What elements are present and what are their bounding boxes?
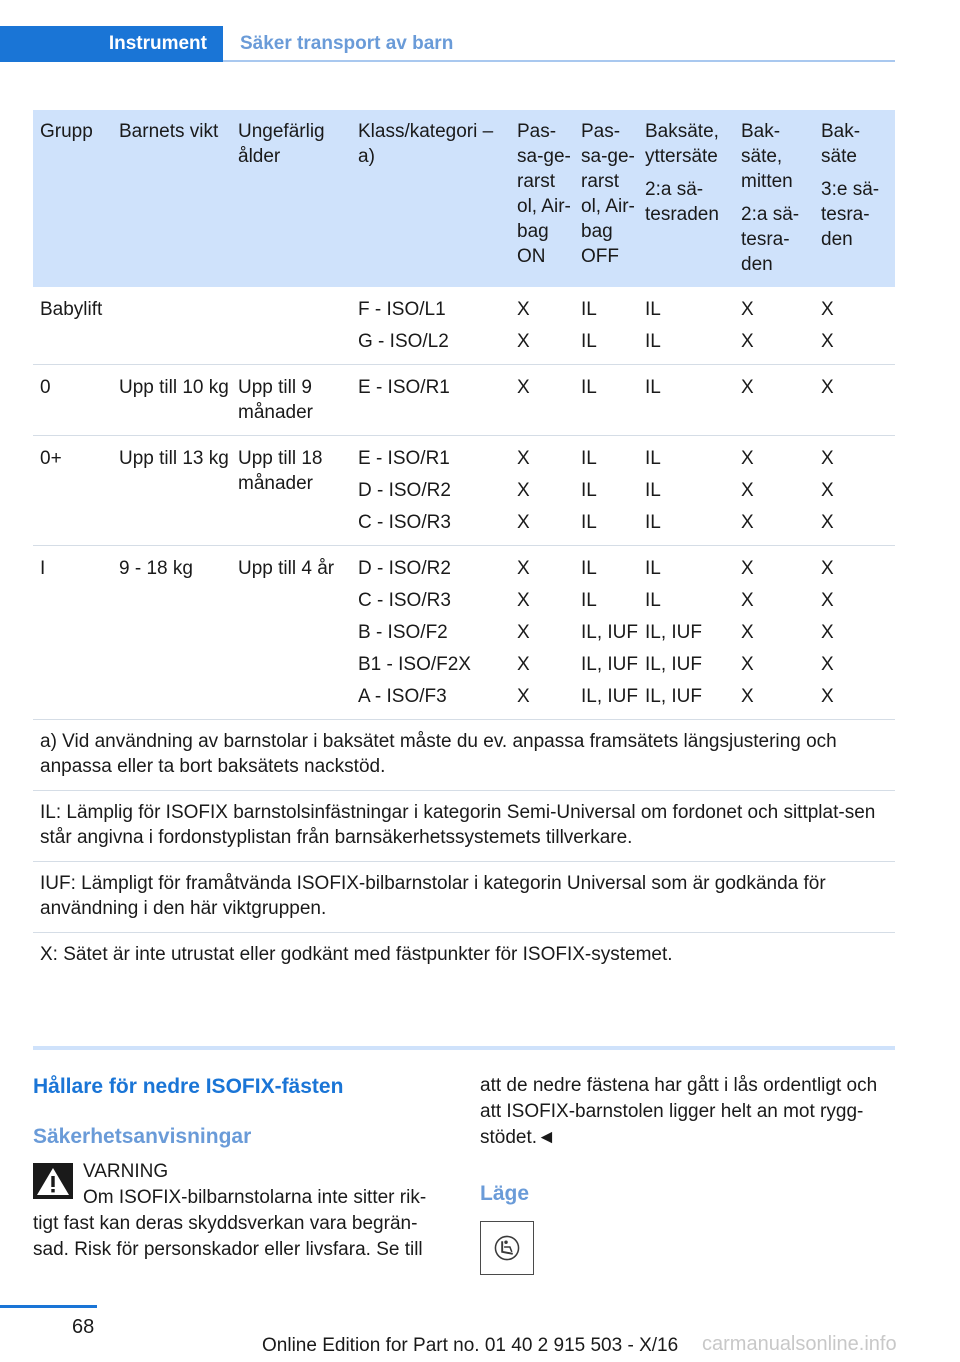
cell-airbag-off [574,365,638,436]
cell-tredje-line: X [821,622,834,643]
cell-grupp: Babylift [33,287,112,365]
cell-airbag-off [574,287,638,365]
cell-klass [351,287,510,365]
table-row [33,287,895,365]
header-alder: Ungefärlig ålder [238,121,325,167]
cell-mitten-line: X [741,686,754,707]
cell-airbag-off-line: IL [581,377,597,398]
watermark: carmanualsonline.info [702,1333,897,1355]
cell-airbag-on [510,365,574,436]
cell-alder [231,287,351,365]
cell-klass-line: D - ISO/R2 [358,558,451,579]
cell-vikt: Upp till 13 kg [112,436,231,546]
cell-airbag-on-line: X [517,654,530,675]
warning-block [33,1159,448,1263]
cell-tredje [814,436,895,546]
cell-airbag-on-line: X [517,331,530,352]
cell-vikt: Upp till 10 kg [112,365,231,436]
cell-klass-line: E - ISO/R1 [358,448,450,469]
cell-mitten-line: X [741,480,754,501]
cell-mitten [734,546,814,720]
tab-saker-transport[interactable]: Säker transport av barn [240,33,454,54]
cell-mitten-line: X [741,654,754,675]
cell-ytter [638,287,734,365]
cell-alder: Upp till 4 år [231,546,351,720]
cell-mitten-line: X [741,512,754,533]
cell-airbag-on-line: X [517,299,530,320]
table-end-rule [33,1046,895,1050]
cell-klass-line: B1 - ISO/F2X [358,654,471,675]
cell-airbag-off-line: IL [581,480,597,501]
header-mitten-title: Bak-säte, mitten [741,121,793,192]
note-row [33,720,895,791]
cell-klass [351,546,510,720]
note-row [33,862,895,933]
cell-klass-line: G - ISO/L2 [358,331,449,352]
isofix-table [33,110,895,978]
cell-ytter-line: IL, IUF [645,622,703,643]
cell-ytter-line: IL [645,480,661,501]
cell-ytter-line: IL, IUF [645,654,703,675]
header-ytter-sub: 2:a sä-tesraden [645,179,719,225]
cell-klass [351,365,510,436]
isofix-position-icon [480,1221,534,1275]
continued-text: att de nedre fästena har gått i lås ordentligt och att ISOFIX-barnstolen ligger helt an mot rygg-stödet.◄ [480,1075,878,1148]
cell-alder: Upp till 9 månader [231,365,351,436]
cell-tredje-line: X [821,377,834,398]
note-iuf: IUF: Lämpligt för framåtvända ISOFIX-bilbarnstolar i kategorin Universal som är godkända för användning i den här viktgruppen. [33,862,895,933]
cell-airbag-on-line: X [517,448,530,469]
cell-tredje-line: X [821,480,834,501]
cell-vikt [112,287,231,365]
cell-tredje-line: X [821,331,834,352]
warning-title: VARNING [83,1161,169,1182]
note-a: a) Vid användning av barnstolar i baksätet måste du ev. anpassa framsätets längsjustering och anpassa eller ta bort baksätets nackstöd. [33,720,895,791]
cell-ytter-line: IL, IUF [645,686,703,707]
cell-airbag-on-line: X [517,590,530,611]
cell-mitten-line: X [741,622,754,643]
header-airbag-off: Pas-sa-ge-rarst ol, Air-bag OFF [581,121,635,267]
cell-ytter-line: IL [645,590,661,611]
note-row [33,791,895,862]
cell-airbag-on [510,436,574,546]
right-column [480,1073,898,1275]
cell-airbag-off-line: IL, IUF [581,686,639,707]
cell-airbag-on-line: X [517,377,530,398]
cell-alder: Upp till 18 månader [231,436,351,546]
cell-klass-line: F - ISO/L1 [358,299,446,320]
note-x: X: Sätet är inte utrustat eller godkänt med fästpunkter för ISOFIX-systemet. [40,944,673,965]
cell-tredje [814,546,895,720]
cell-klass-line: C - ISO/R3 [358,512,451,533]
header-divider [223,60,895,62]
table-header-row [33,110,895,287]
tab-instrument[interactable]: Instrument [0,26,223,62]
cell-klass-line: B - ISO/F2 [358,622,448,643]
header-grupp: Grupp [40,121,93,142]
header-vikt: Barnets vikt [119,121,219,142]
warning-text: Om ISOFIX-bilbarnstolarna inte sitter rik-tigt fast kan deras skyddsverkan vara begrän-sad. Risk för personskador eller livsfara. Se till [33,1187,427,1260]
cell-tredje-line: X [821,512,834,533]
cell-tredje-line: X [821,299,834,320]
footer-rule [0,1305,97,1308]
cell-airbag-on [510,546,574,720]
note-row [33,933,895,979]
cell-airbag-off-line: IL [581,299,597,320]
table-row [33,546,895,720]
cell-mitten-line: X [741,448,754,469]
table-body [33,287,895,978]
cell-airbag-on [510,287,574,365]
cell-ytter [638,436,734,546]
cell-ytter-line: IL [645,299,661,320]
header-airbag-on: Pas-sa-ge-rarst ol, Air-bag ON [517,121,571,267]
table-row [33,365,895,436]
header-ytter [638,110,734,287]
cell-airbag-on-line: X [517,686,530,707]
header-mitten-sub: 2:a sä-tesra-den [741,204,800,275]
cell-grupp: 0+ [33,436,112,546]
cell-tredje-line: X [821,654,834,675]
cell-mitten-line: X [741,299,754,320]
note-il: IL: Lämplig för ISOFIX barnstolsinfästningar i kategorin Semi-Universal om fordonet och sittplat-sen står angivna i fordonstyplistan från barnsäkerhetssystemets tillverkare. [33,791,895,862]
cell-ytter [638,365,734,436]
header-mitten [734,110,814,287]
cell-tredje-line: X [821,686,834,707]
cell-mitten [734,436,814,546]
header-klass: Klass/kategori – a) [358,121,494,167]
cell-airbag-on-line: X [517,512,530,533]
cell-airbag-off-line: IL [581,558,597,579]
header-ytter-title: Baksäte, yttersäte [645,121,719,167]
cell-airbag-on-line: X [517,558,530,579]
lage-heading: Läge [480,1182,530,1205]
cell-airbag-off-line: IL [581,512,597,533]
cell-tredje-line: X [821,590,834,611]
cell-tredje-line: X [821,448,834,469]
cell-ytter-line: IL [645,377,661,398]
cell-mitten-line: X [741,590,754,611]
cell-klass [351,436,510,546]
cell-airbag-off-line: IL [581,331,597,352]
cell-mitten [734,365,814,436]
cell-mitten-line: X [741,558,754,579]
page-number: 68 [72,1316,95,1338]
cell-ytter-line: IL [645,448,661,469]
cell-airbag-off [574,546,638,720]
footer-edition: Online Edition for Part no. 01 40 2 915 503 - X/16 [262,1335,679,1356]
cell-tredje [814,365,895,436]
header-tredje-title: Bak-säte [821,121,861,167]
cell-grupp: 0 [33,365,112,436]
cell-airbag-off-line: IL [581,590,597,611]
cell-klass-line: D - ISO/R2 [358,480,451,501]
cell-ytter-line: IL [645,512,661,533]
cell-klass-line: E - ISO/R1 [358,377,450,398]
cell-grupp: I [33,546,112,720]
cell-ytter [638,546,734,720]
left-column [33,1073,448,1263]
cell-airbag-on-line: X [517,480,530,501]
cell-airbag-off-line: IL [581,448,597,469]
cell-airbag-on-line: X [517,622,530,643]
cell-klass-line: C - ISO/R3 [358,590,451,611]
cell-mitten [734,287,814,365]
safety-subheading: Säkerhetsanvisningar [33,1125,252,1148]
cell-tredje-line: X [821,558,834,579]
cell-airbag-off-line: IL, IUF [581,654,639,675]
cell-ytter-line: IL [645,331,661,352]
section-heading: Hållare för nedre ISOFIX-fästen [33,1075,344,1098]
cell-ytter-line: IL [645,558,661,579]
warning-triangle-icon [33,1163,73,1199]
table-row [33,436,895,546]
cell-airbag-off [574,436,638,546]
cell-airbag-off-line: IL, IUF [581,622,639,643]
cell-mitten-line: X [741,377,754,398]
cell-mitten-line: X [741,331,754,352]
header-tredje-sub: 3:e sä-tesra-den [821,179,880,250]
cell-klass-line: A - ISO/F3 [358,686,447,707]
cell-tredje [814,287,895,365]
cell-vikt: 9 - 18 kg [112,546,231,720]
header-tredje [814,110,895,287]
